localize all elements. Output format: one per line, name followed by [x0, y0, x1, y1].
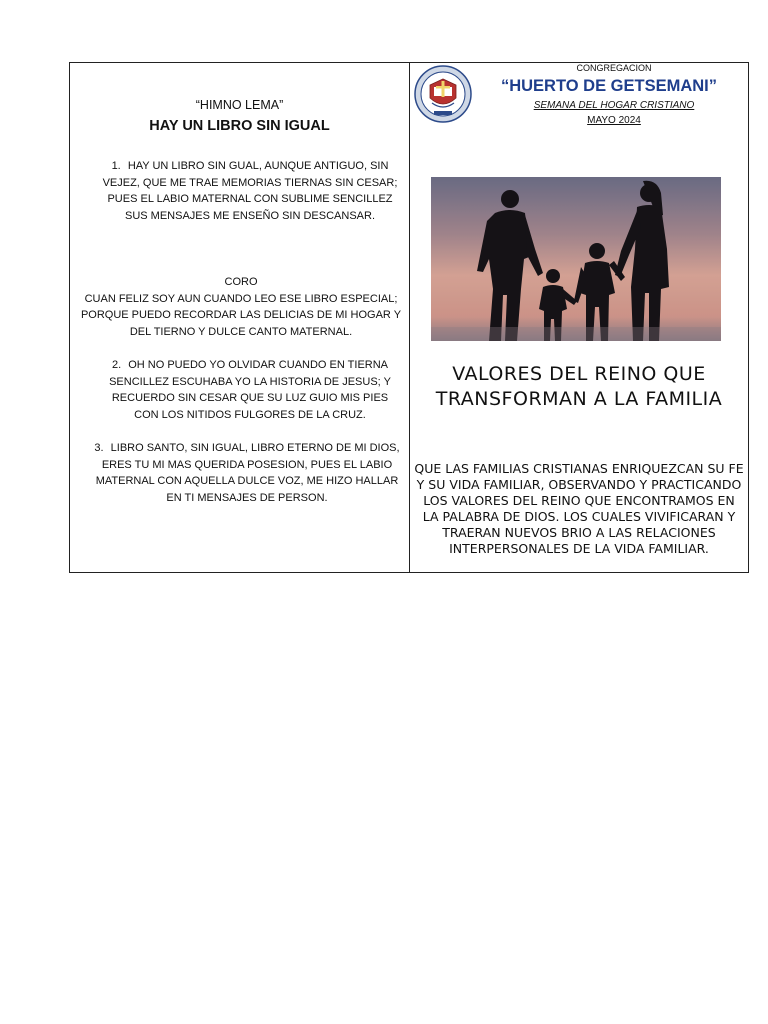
chorus [76, 274, 406, 340]
hymn-kicker: “HIMNO LEMA” [195, 98, 284, 112]
congregation-logo [414, 65, 472, 123]
verse-3 [88, 440, 406, 506]
congregacion-label: CONGREGACION [576, 63, 652, 73]
cover-panel [410, 63, 748, 572]
verse-text: HAY UN LIBRO SIN GUAL, AUNQUE ANTIGUO, SIN VEJEZ, QUE ME TRAE MEMORIAS TIERNAS SIN CESAR; PUES EL LABIO MATERNAL CON SUBLIME SENCILLEZ SUS MENSAJES ME ENSEÑO SIN DESCANSAR. [102, 160, 398, 222]
verse-text: OH NO PUEDO YO OLVIDAR CUANDO EN TIERNA SENCILLEZ ESCUHABA YO LA HISTORIA DE JESUS; Y RECUERDO SIN CESAR QUE SU LUZ GUIO MIS PIES CON LOS NITIDOS FULGORES DE LA CRUZ. [109, 359, 391, 421]
hymn-title: HAY UN LIBRO SIN IGUAL [149, 118, 330, 134]
verse-number: 2. [111, 359, 122, 371]
verse-number: 1. [111, 160, 121, 172]
verse-number: 3. [94, 442, 104, 454]
hymn-panel [70, 63, 410, 572]
verse-1 [100, 158, 400, 224]
event-date: MAYO 2024 [587, 115, 641, 126]
verse-text: LIBRO SANTO, SIN IGUAL, LIBRO ETERNO DE MI DIOS, ERES TU MI MAS QUERIDA POSESION, PUES EL LABIO MATERNAL CON AQUELLA DULCE VOZ, ME HIZO HALLAR EN TI MENSAJES DE PERSON. [95, 442, 400, 504]
verse-2 [100, 357, 400, 423]
organization-name: “HUERTO DE GETSEMANI” [500, 77, 718, 95]
cover-headline: VALORES DEL REINO QUE TRANSFORMAN A LA FAMILIA [435, 363, 723, 410]
brochure-sheet [69, 62, 749, 573]
event-subtitle: SEMANA DEL HOGAR CRISTIANO [533, 100, 695, 111]
chorus-text: CUAN FELIZ SOY AUN CUANDO LEO ESE LIBRO ESPECIAL; PORQUE PUEDO RECORDAR LAS DELICIAS DE MI HOGAR Y DEL TIERNO Y DULCE CANTO MATERNAL. [80, 292, 402, 338]
cover-body-text: QUE LAS FAMILIAS CRISTIANAS ENRIQUEZCAN SU FE Y SU VIDA FAMILIAR, OBSERVANDO Y PRACTICANDO LOS VALORES DEL REINO QUE ENCONTRAMOS EN LA PALABRA DE DIOS. LOS CUALES VIVIFICARAN Y TRAERAN NUEVOS BRIO A LAS RELACIONES INTERPERSONALES DE LA VIDA FAMILIAR. [414, 461, 744, 556]
family-silhouette-photo [431, 177, 721, 341]
chorus-label: CORO [224, 276, 258, 288]
